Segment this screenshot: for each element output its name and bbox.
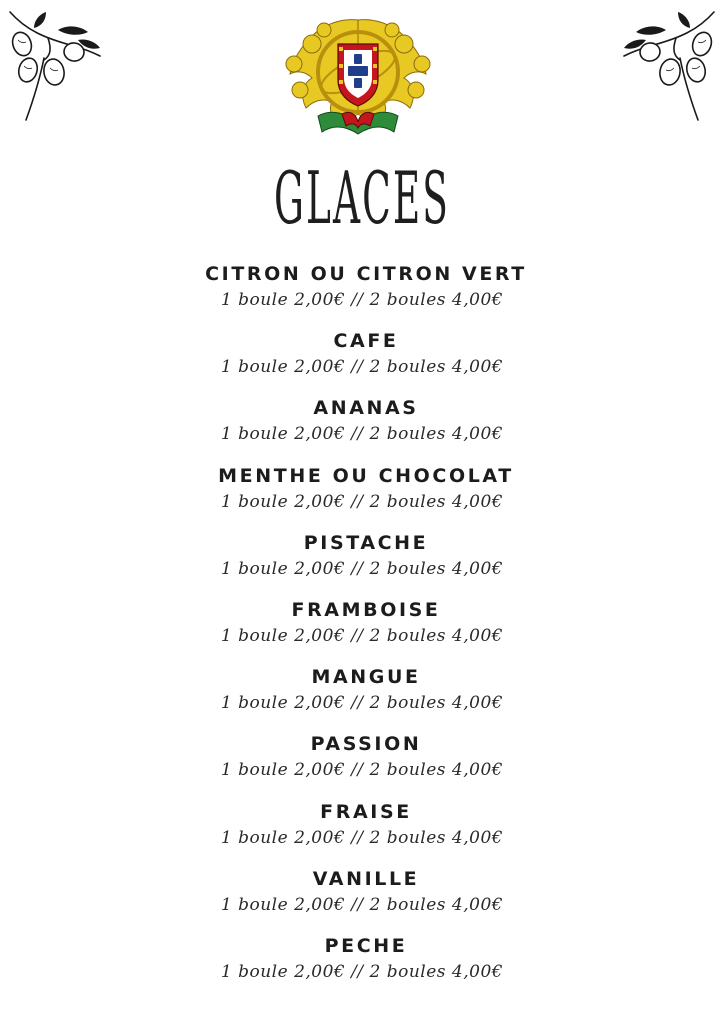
- list-item: [0, 396, 724, 463]
- item-name: CITRON OU CITRON VERT: [205, 263, 527, 285]
- item-name: MENTHE OU CHOCOLAT: [218, 464, 514, 487]
- menu-list: [0, 262, 724, 1001]
- list-item: [0, 329, 724, 396]
- item-price: 1 boule 2,00€ // 2 boules 4,00€: [220, 760, 504, 781]
- item-price: 1 boule 2,00€ // 2 boules 4,00€: [220, 558, 504, 579]
- list-item: [0, 867, 724, 934]
- item-price: 1 boule 2,00€ // 2 boules 4,00€: [220, 961, 504, 982]
- item-price: 1 boule 2,00€ // 2 boules 4,00€: [220, 424, 504, 445]
- item-name: PISTACHE: [303, 531, 429, 554]
- list-item: [0, 732, 724, 799]
- item-name: ANANAS: [313, 397, 419, 420]
- coat-of-arms-icon: [272, 14, 444, 142]
- item-price: 1 boule 2,00€ // 2 boules 4,00€: [220, 357, 504, 378]
- item-name: VANILLE: [312, 867, 420, 890]
- olive-branch-icon: [620, 8, 720, 123]
- item-price: 1 boule 2,00€ // 2 boules 4,00€: [220, 894, 504, 915]
- item-name: FRAMBOISE: [291, 598, 441, 621]
- list-item: [0, 464, 724, 531]
- list-item: [0, 934, 724, 1001]
- item-name: CAFE: [333, 330, 399, 353]
- item-price: 1 boule 2,00€ // 2 boules 4,00€: [220, 693, 504, 714]
- item-price: 1 boule 2,00€ // 2 boules 4,00€: [220, 827, 504, 848]
- list-item: [0, 598, 724, 665]
- item-name: MANGUE: [311, 666, 421, 689]
- list-item: [0, 531, 724, 598]
- list-item: [0, 800, 724, 867]
- list-item: [0, 262, 724, 329]
- item-name: PECHE: [324, 934, 408, 957]
- item-price: 1 boule 2,00€ // 2 boules 4,00€: [220, 290, 504, 310]
- olive-branch-icon: [4, 8, 104, 123]
- item-name: PASSION: [310, 733, 422, 756]
- page-title: GLACES: [274, 156, 450, 240]
- item-price: 1 boule 2,00€ // 2 boules 4,00€: [220, 491, 504, 512]
- item-name: FRAISE: [320, 800, 412, 823]
- item-price: 1 boule 2,00€ // 2 boules 4,00€: [220, 625, 504, 646]
- list-item: [0, 665, 724, 732]
